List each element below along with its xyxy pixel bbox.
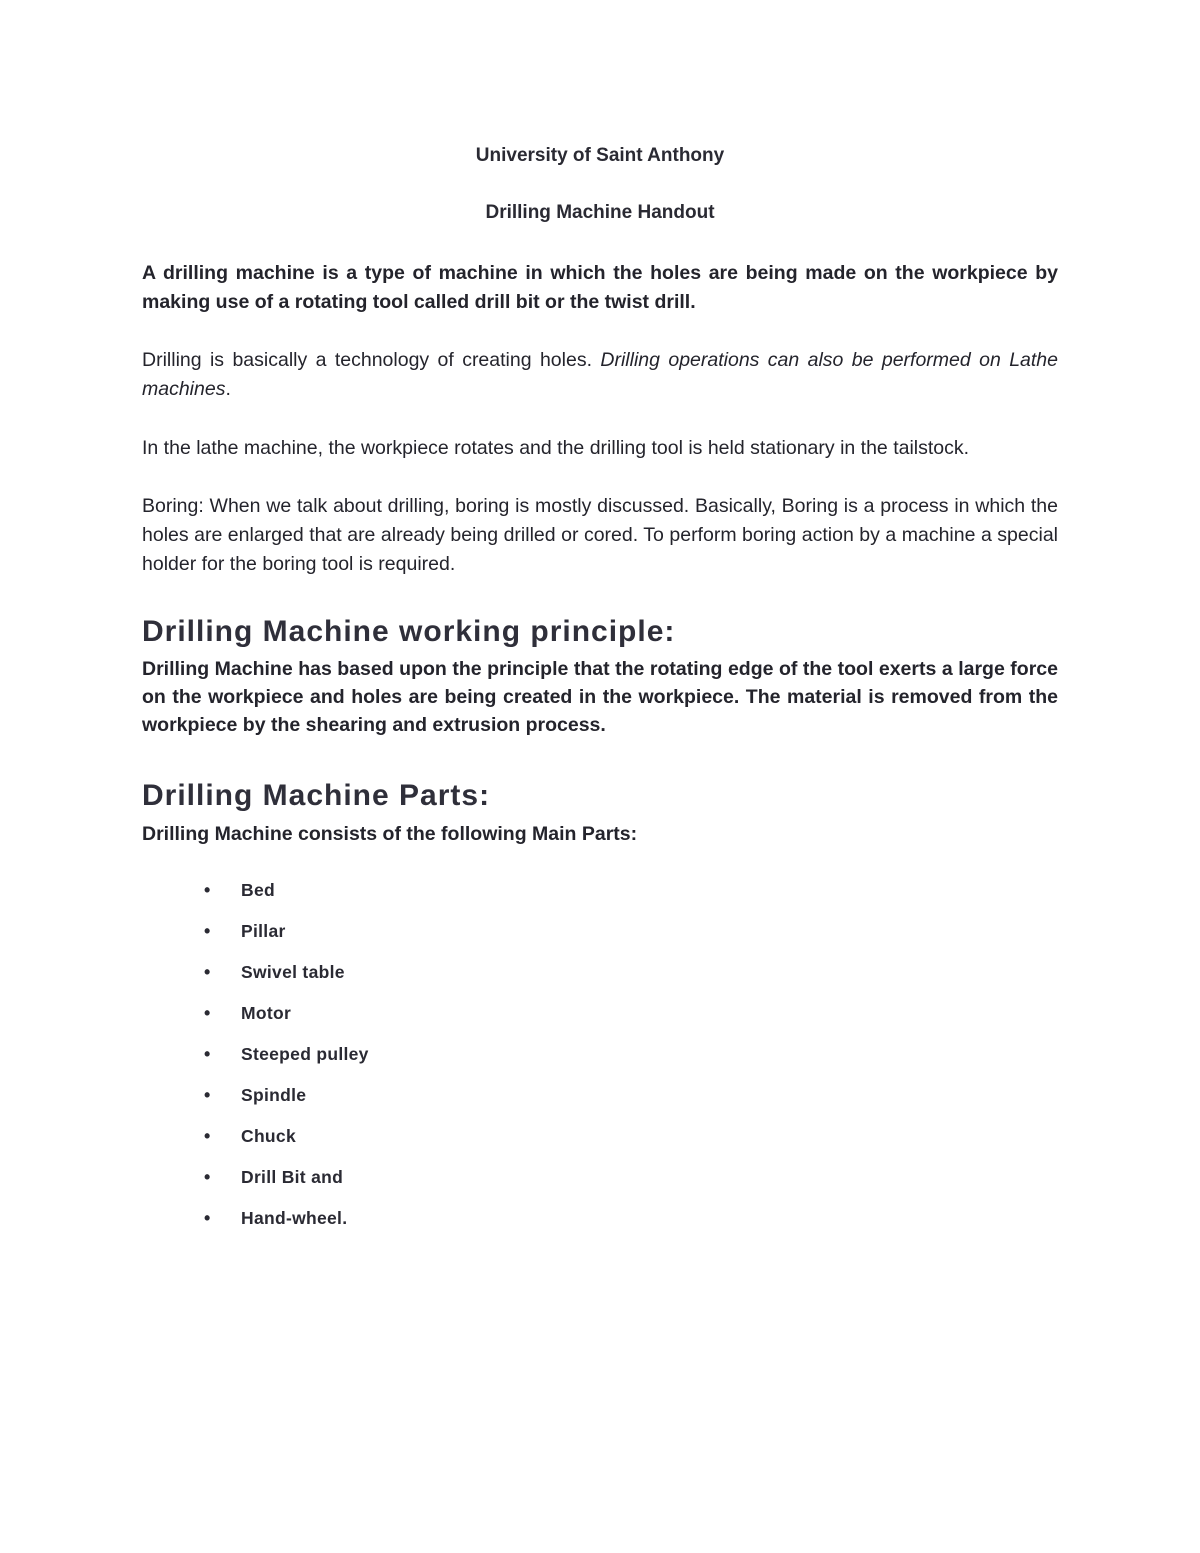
list-item-label: Spindle [241, 1085, 307, 1105]
list-item [142, 917, 1058, 958]
drilling-definition-paragraph [142, 346, 1058, 404]
intro-paragraph: A drilling machine is a type of machine in which the holes are being made on the workpiece by making use of a rotating tool called drill bit or the twist drill. [142, 262, 1058, 313]
bullet-icon: • [204, 962, 211, 982]
list-item-label: Pillar [241, 921, 286, 941]
list-item [142, 1040, 1058, 1081]
bullet-icon: • [204, 1044, 211, 1064]
principle-heading: Drilling Machine working principle: [142, 615, 676, 648]
bullet-icon: • [204, 1208, 211, 1228]
boring-paragraph: Boring: When we talk about drilling, boring is mostly discussed. Basically, Boring is a process in which the holes are enlarged that are already being drilled or cored. To perform boring action by a machine a special holder for the boring tool is required. [142, 495, 1058, 575]
list-item [142, 1122, 1058, 1163]
bullet-icon: • [204, 880, 211, 900]
list-item-label: Hand-wheel. [241, 1208, 348, 1228]
list-item-label: Swivel table [241, 962, 345, 982]
list-item-label: Steeped pulley [241, 1044, 369, 1064]
list-item [142, 1163, 1058, 1204]
list-item-label: Motor [241, 1003, 292, 1023]
list-item-label: Chuck [241, 1126, 296, 1146]
lathe-note-italic: Drilling operations can also be performed on Lathe machines [142, 349, 1058, 400]
document-subtitle: Drilling Machine Handout [485, 202, 715, 223]
parts-intro: Drilling Machine consists of the following Main Parts: [142, 823, 638, 845]
list-item [142, 999, 1058, 1040]
bullet-icon: • [204, 1003, 211, 1023]
list-item [142, 1081, 1058, 1122]
parts-list [142, 876, 1058, 1245]
list-item [142, 876, 1058, 917]
parts-heading: Drilling Machine Parts: [142, 779, 491, 812]
bullet-icon: • [204, 1085, 211, 1105]
principle-paragraph: Drilling Machine has based upon the principle that the rotating edge of the tool exerts a large force on the workpiece and holes are being created in the workpiece. The material is removed from the workpiece by the shearing and extrusion process. [142, 658, 1058, 736]
bullet-icon: • [204, 1126, 211, 1146]
drilling-definition-text: Drilling is basically a technology of creating holes. [142, 349, 601, 371]
lathe-paragraph: In the lathe machine, the workpiece rotates and the drilling tool is held stationary in the tailstock. [142, 437, 970, 459]
list-item [142, 958, 1058, 999]
bullet-icon: • [204, 921, 211, 941]
list-item [142, 1204, 1058, 1245]
list-item-label: Bed [241, 880, 275, 900]
bullet-icon: • [204, 1167, 211, 1187]
lathe-note-period: . [225, 378, 231, 400]
list-item-label: Drill Bit and [241, 1167, 344, 1187]
document-title: University of Saint Anthony [475, 145, 725, 166]
document-content [142, 141, 1058, 1245]
